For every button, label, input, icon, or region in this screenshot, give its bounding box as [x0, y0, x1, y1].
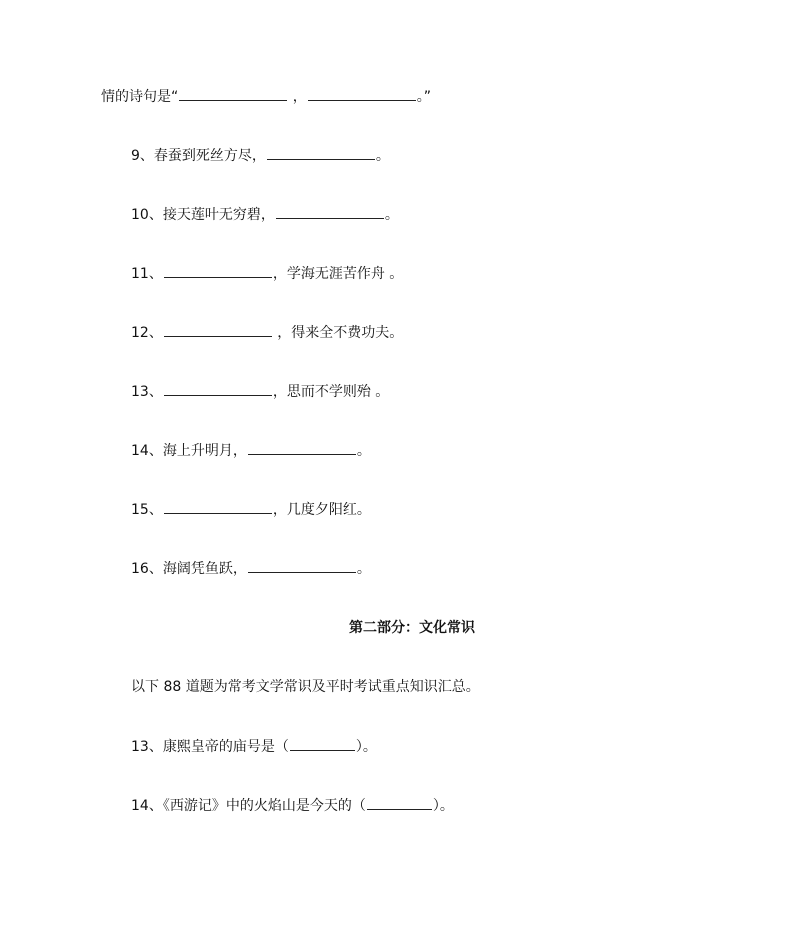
section-title: 第二部分：文化常识 [349, 620, 475, 636]
answer-blank[interactable] [164, 499, 272, 514]
question-15 [131, 499, 371, 519]
question-number: 13、 [131, 739, 163, 755]
question-number: 16、 [131, 561, 163, 577]
question-14 [131, 440, 371, 460]
question-text: 。 [356, 443, 371, 459]
question-text: ，得来全不费功夫。 [272, 325, 404, 341]
question-13 [131, 381, 389, 401]
answer-blank[interactable] [267, 145, 375, 160]
question-number: 15、 [131, 502, 163, 518]
question-12 [131, 322, 403, 342]
culture-question-14 [131, 795, 454, 815]
question-text: 。 [384, 207, 399, 223]
question-text: ，几度夕阳红。 [272, 502, 371, 518]
question-text: 。 [356, 561, 371, 577]
answer-blank[interactable] [308, 86, 416, 101]
question-text: 海上升明月， [162, 443, 247, 459]
question-text: ，学海无涯苦作舟 。 [272, 266, 404, 282]
question-number: 14、 [131, 798, 163, 814]
question-number: 14、 [131, 443, 163, 459]
question-number: 13、 [131, 384, 163, 400]
question-number: 11、 [131, 266, 163, 282]
question-text: 。” [416, 89, 431, 105]
section-intro: 以下 88 道题为常考文学常识及平时考试重点知识汇总。 [131, 679, 480, 695]
question-text: ）。 [432, 798, 454, 814]
question-11 [131, 263, 403, 283]
question-number: 12、 [131, 325, 163, 341]
answer-blank[interactable] [248, 440, 356, 455]
question-number: 10、 [131, 207, 163, 223]
question-16 [131, 558, 371, 578]
question-continuation [101, 86, 431, 106]
question-text: 海阔凭鱼跃， [162, 561, 247, 577]
answer-blank[interactable] [248, 558, 356, 573]
question-10 [131, 204, 399, 224]
question-text: 接天莲叶无穷碧， [162, 207, 275, 223]
answer-blank[interactable] [276, 204, 384, 219]
answer-blank[interactable] [367, 795, 432, 810]
answer-blank[interactable] [164, 322, 272, 337]
answer-blank[interactable] [164, 263, 272, 278]
question-text: 。 [375, 148, 390, 164]
answer-blank[interactable] [164, 381, 272, 396]
question-text: 春蚕到死丝方尽， [153, 148, 266, 164]
question-text: ，思而不学则殆 。 [272, 384, 390, 400]
culture-question-13 [131, 736, 377, 756]
question-text: ）。 [355, 739, 377, 755]
question-text: 情的诗句是“ [101, 89, 179, 105]
question-text: ， [292, 89, 307, 105]
question-9 [131, 145, 390, 165]
answer-blank[interactable] [290, 736, 355, 751]
question-number: 9、 [131, 148, 154, 164]
question-text: 《西游记》中的火焰山是今天的（ [162, 798, 366, 814]
answer-blank[interactable] [179, 86, 287, 101]
question-text: 康熙皇帝的庙号是（ [162, 739, 289, 755]
